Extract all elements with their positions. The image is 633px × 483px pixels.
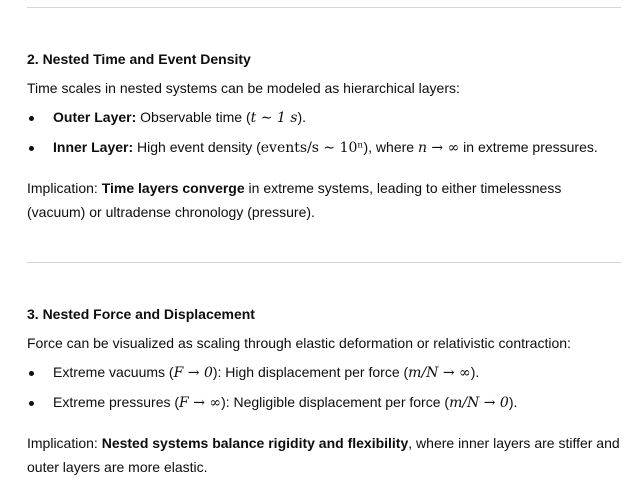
section-3-implication: Implication: Nested systems balance rigidity and flexibility, where inner layers are stiffer and outer layers are more elastic. — [27, 435, 620, 475]
section-2-intro: Time scales in nested systems can be modeled as hierarchical layers: — [27, 80, 460, 96]
bullet-icon — [29, 146, 34, 151]
top-divider — [27, 7, 621, 8]
math-expression: n → ∞ — [417, 140, 460, 156]
section-3-heading: 3. Nested Force and Displacement — [27, 306, 255, 322]
math-expression: F → ∞ — [179, 395, 222, 411]
section-3-intro: Force can be visualized as scaling through elastic deformation or relativistic contraction: — [27, 335, 571, 351]
section-divider — [27, 262, 621, 263]
bullet-icon — [29, 116, 34, 121]
math-expression: events/s ∼ 10ⁿ — [260, 140, 364, 156]
math-expression: m/N → ∞ — [408, 365, 471, 381]
math-expression: F → 0 — [173, 365, 213, 381]
inner-layer-label: Inner Layer: — [53, 139, 134, 155]
bullet-icon — [29, 371, 34, 376]
bullet-icon — [29, 401, 34, 406]
math-expression: t ∼ 1 s — [250, 110, 298, 126]
section-2-implication: Implication: Time layers converge in extreme systems, leading to either timelessness (vacuum) or ultradense chronology (pressure). — [27, 180, 562, 220]
math-expression: m/N → 0 — [449, 395, 509, 411]
outer-layer-label: Outer Layer: — [53, 109, 137, 125]
section-2-heading: 2. Nested Time and Event Density — [27, 51, 251, 67]
